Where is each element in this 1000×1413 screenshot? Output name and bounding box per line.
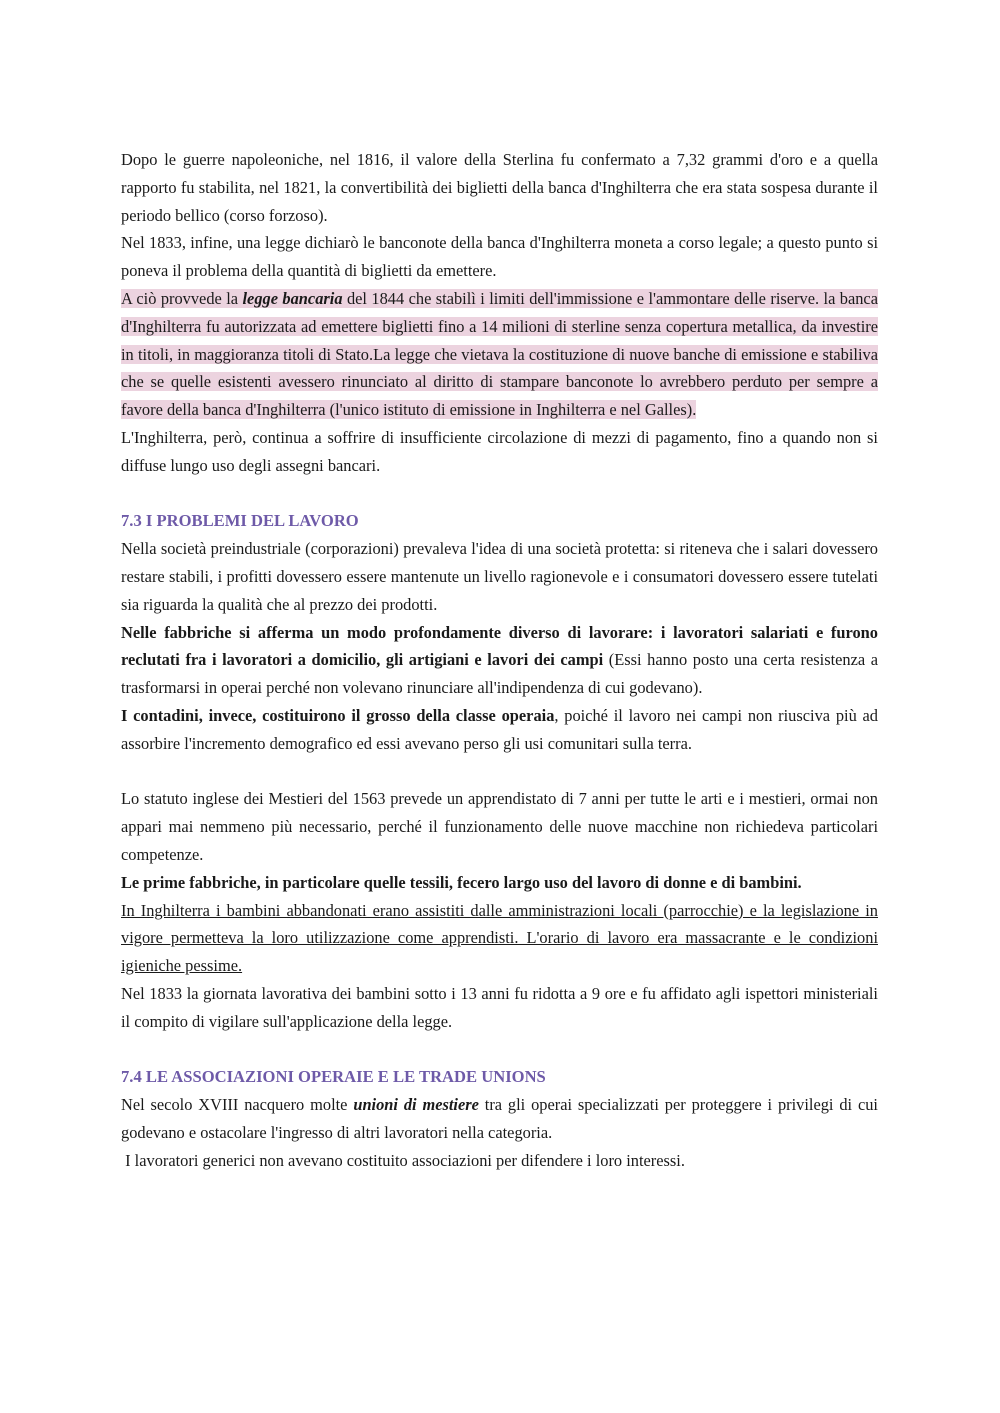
spacer xyxy=(121,1036,878,1064)
text-run: A ciò provvede la xyxy=(121,288,243,308)
text-run: , poiché il lavoro nei campi non riusciva più ad assorbire l'incremento demografico ed essi avevano perso gli usi comunitari sulla terra. xyxy=(121,705,878,753)
paragraph-contadini xyxy=(121,702,878,758)
paragraph-lavoratori-generici: I lavoratori generici non avevano costituito associazioni per difendere i loro interessi. xyxy=(121,1150,685,1170)
paragraph-statuto-mestieri: Lo statuto inglese dei Mestieri del 1563 prevede un apprendistato di 7 anni per tutte le arti e i mestieri, ormai non appari mai nemmeno più necessario, perché il funzionamento delle nuove macchine non richiedeva particolari competenze. xyxy=(121,789,878,864)
bold-text: I contadini, invece, costituirono il grosso della classe operaia xyxy=(121,705,555,725)
text-run: tra gli operai specializzati per proteggere i privilegi di cui godevano e ostacolare l'ingresso di altri lavoratori nella categoria. xyxy=(121,1095,878,1142)
bold-text: Nelle fabbriche si afferma un modo profondamente diverso di lavorare: i lavoratori salariati e furono reclutati fra i lavoratori a domicilio, gli artigiani e lavori dei campi xyxy=(121,622,878,670)
text-run: Nel secolo XVIII nacquero molte xyxy=(121,1095,354,1115)
paragraph-legge-bancaria xyxy=(121,285,878,424)
highlight-span xyxy=(121,289,878,419)
paragraph-giornata-lavorativa: Nel 1833 la giornata lavorativa dei bambini sotto i 13 anni fu ridotta a 9 ore e fu affidato agli ispettori ministeriali il compito di vigilare sull'applicazione della legge. xyxy=(121,983,878,1031)
paragraph-circolazione: L'Inghilterra, però, continua a soffrire di insufficiente circolazione di mezzi di pagamento, fino a quando non si diffuse lungo uso degli assegni bancari. xyxy=(121,427,878,475)
paragraph-societa-preindustriale: Nella società preindustriale (corporazioni) prevaleva l'idea di una società protetta: si riteneva che i salari dovessero restare stabili, i profitti dovessero essere mantenute un livello ragionevole e i consumatori dovessero essere tutelati sia riguarda la qualità che al prezzo dei prodotti. xyxy=(121,539,878,614)
spacer xyxy=(121,480,878,508)
paragraph-prime-fabbriche: Le prime fabbriche, in particolare quelle tessili, fecero largo uso del lavoro di donne e di bambini. xyxy=(121,872,802,892)
section-heading-7-4: 7.4 LE ASSOCIAZIONI OPERAIE E LE TRADE UNIONS xyxy=(121,1067,546,1087)
paragraph-sterlina: Dopo le guerre napoleoniche, nel 1816, il valore della Sterlina fu confermato a 7,32 grammi d'oro e a quella rapporto fu stabilita, nel 1821, la convertibilità dei biglietti della banca d'Inghilterra che era stata sospesa durante il periodo bellico (corso forzoso). xyxy=(121,150,878,225)
emphasis-unioni-mestiere: unioni di mestiere xyxy=(353,1095,479,1115)
text-run: (Essi hanno posto una certa resistenza a trasformarsi in operai perché non volevano rinunciare all'indipendenza di cui godevano). xyxy=(121,650,878,698)
spacer xyxy=(121,758,878,786)
paragraph-unioni-mestiere xyxy=(121,1091,878,1147)
document-page xyxy=(121,146,878,1174)
text-run: del 1844 che stabilì i limiti dell'immissione e l'ammontare delle riserve. la banca d'Inghilterra fu autorizzata ad emettere biglietti fino a 14 milioni di sterline senza copertura metallica, da investire in titoli, in maggioranza titoli di Stato.La legge che vietava la costituzione di nuove banche di emissione e stabiliva che se quelle esistenti avessero rinunciato al diritto di stampare banconote lo avrebbero perduto per sempre a favore della banca d'Inghilterra (l'unico istituto di emissione in Inghilterra e nel Galles). xyxy=(121,288,878,420)
paragraph-corso-legale: Nel 1833, infine, una legge dichiarò le banconote della banca d'Inghilterra moneta a corso legale; a questo punto si poneva il problema della quantità di biglietti da emettere. xyxy=(121,233,878,281)
paragraph-fabbriche xyxy=(121,619,878,702)
section-heading-7-3: 7.3 I PROBLEMI DEL LAVORO xyxy=(121,511,359,531)
emphasis-legge-bancaria: legge bancaria xyxy=(242,288,343,308)
paragraph-bambini-abbandonati: In Inghilterra i bambini abbandonati erano assistiti dalle amministrazioni locali (parrocchie) e la legislazione in vigore permetteva la loro utilizzazione come apprendisti. L'orario di lavoro era massacrante e le condizioni igieniche pessime. xyxy=(121,900,878,976)
